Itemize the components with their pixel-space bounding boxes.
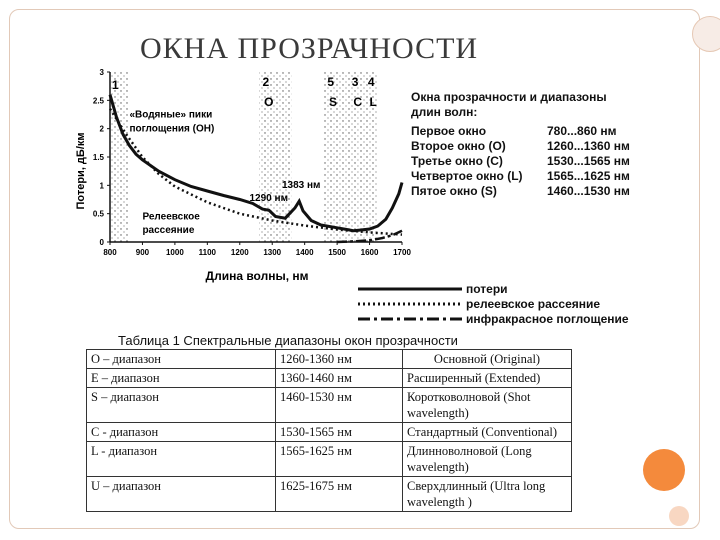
window-row [411, 124, 630, 139]
table-row [87, 477, 572, 512]
table-cell-desc: Длинноволновой (Long wavelength) [403, 442, 572, 477]
y-tick-label: 3 [99, 68, 104, 77]
window-row [411, 154, 630, 169]
table-cell-band: S – диапазон [87, 388, 276, 423]
window-name: Четвертое окно (L) [411, 169, 523, 183]
y-tick-label: 0.5 [92, 209, 104, 219]
window-name: Пятое окно (S) [411, 184, 497, 198]
y-tick-label: 1 [99, 181, 104, 191]
bands-table [86, 349, 572, 512]
chart-annotation: поглощения (ОН) [129, 123, 215, 135]
x-tick-label: 1300 [263, 248, 282, 257]
table-cell-band: U – диапазон [87, 477, 276, 512]
table-cell-range: 1565-1625 нм [276, 442, 403, 477]
y-tick-label: 2.5 [92, 96, 104, 106]
table-row [87, 369, 572, 388]
table-row [87, 350, 572, 369]
decor-circle-small [669, 506, 689, 526]
x-tick-label: 900 [135, 248, 150, 257]
table-cell-desc: Расширенный (Extended) [403, 369, 572, 388]
table-cell-range: 1625-1675 нм [276, 477, 403, 512]
legend-label: инфракрасное поглощение [466, 312, 629, 326]
x-tick-label: 1400 [295, 248, 314, 257]
table-row [87, 388, 572, 423]
table-cell-range: 1460-1530 нм [276, 388, 403, 423]
x-tick-label: 1500 [328, 248, 347, 257]
window-label: O [264, 95, 274, 109]
window-range: 780...860 нм [547, 124, 617, 138]
y-tick-label: 1.5 [92, 153, 104, 162]
table-cell-desc: Основной (Original) [403, 350, 572, 369]
window-name: Второе окно (О) [411, 139, 506, 153]
legend-label: релеевское рассеяние [466, 297, 601, 311]
window-label: C [353, 95, 363, 109]
window-name: Первое окно [411, 124, 487, 138]
window-label: 1 [111, 78, 119, 92]
chart-annotation: 1290 нм [249, 193, 288, 205]
window-label: 2 [262, 75, 270, 90]
window-range: 1530...1565 нм [547, 154, 630, 168]
table-cell-band: E – диапазон [87, 369, 276, 388]
decor-circle-top [692, 16, 720, 52]
table-cell-band: L - диапазон [87, 442, 276, 477]
chart-annotation: Релеевское [142, 211, 200, 223]
windows-heading: Окна прозрачности и диапазоны длин волн: [411, 90, 607, 119]
table-cell-desc: Сверхдлинный (Ultra long wavelength ) [403, 477, 572, 512]
window-range: 1260...1360 нм [547, 139, 630, 153]
window-row [411, 139, 630, 154]
windows-panel [411, 90, 630, 199]
loss-chart [72, 66, 412, 286]
chart-annotation: «Водяные» пики [129, 109, 213, 121]
y-tick-label: 2 [99, 124, 104, 134]
window-label: 5 [327, 75, 335, 90]
decor-circle-orange [643, 449, 685, 491]
table-cell-band: C - диапазон [87, 423, 276, 442]
window-row [411, 184, 630, 199]
table-row [87, 423, 572, 442]
table-cell-band: О – диапазон [87, 350, 276, 369]
window-label: L [369, 95, 377, 109]
window-range: 1565...1625 нм [547, 169, 630, 183]
window-label: 4 [367, 75, 375, 90]
x-tick-label: 1600 [360, 248, 379, 257]
table-caption: Таблица 1 Спектральные диапазоны окон прозрачности [118, 333, 458, 348]
chart-annotation: рассеяние [142, 224, 195, 236]
y-tick-label: 0 [99, 238, 104, 247]
window-range: 1460...1530 нм [547, 184, 630, 198]
window-band [110, 72, 129, 242]
table-row [87, 442, 572, 477]
window-label: 3 [351, 75, 359, 90]
x-tick-label: 800 [103, 248, 117, 257]
x-tick-label: 1700 [393, 248, 411, 257]
legend-label: потери [466, 282, 508, 296]
y-axis-label: Потери, дБ/км [75, 132, 87, 210]
x-tick-label: 1200 [230, 248, 249, 257]
chart-annotation: 1383 нм [281, 180, 321, 192]
x-tick-label: 1100 [198, 248, 217, 257]
window-name: Третье окно (С) [411, 154, 503, 168]
x-tick-label: 1000 [165, 248, 184, 257]
table-cell-range: 1260-1360 нм [276, 350, 403, 369]
window-row [411, 169, 630, 184]
table-cell-range: 1530-1565 нм [276, 423, 403, 442]
table-cell-range: 1360-1460 нм [276, 369, 403, 388]
window-label: S [329, 95, 338, 109]
table-cell-desc: Коротковолновой (Shot wavelength) [403, 388, 572, 423]
page-title: ОКНА ПРОЗРАЧНОСТИ [140, 32, 479, 65]
x-axis-label: Длина волны, нм [205, 269, 309, 283]
table-cell-desc: Стандартный (Conventional) [403, 423, 572, 442]
